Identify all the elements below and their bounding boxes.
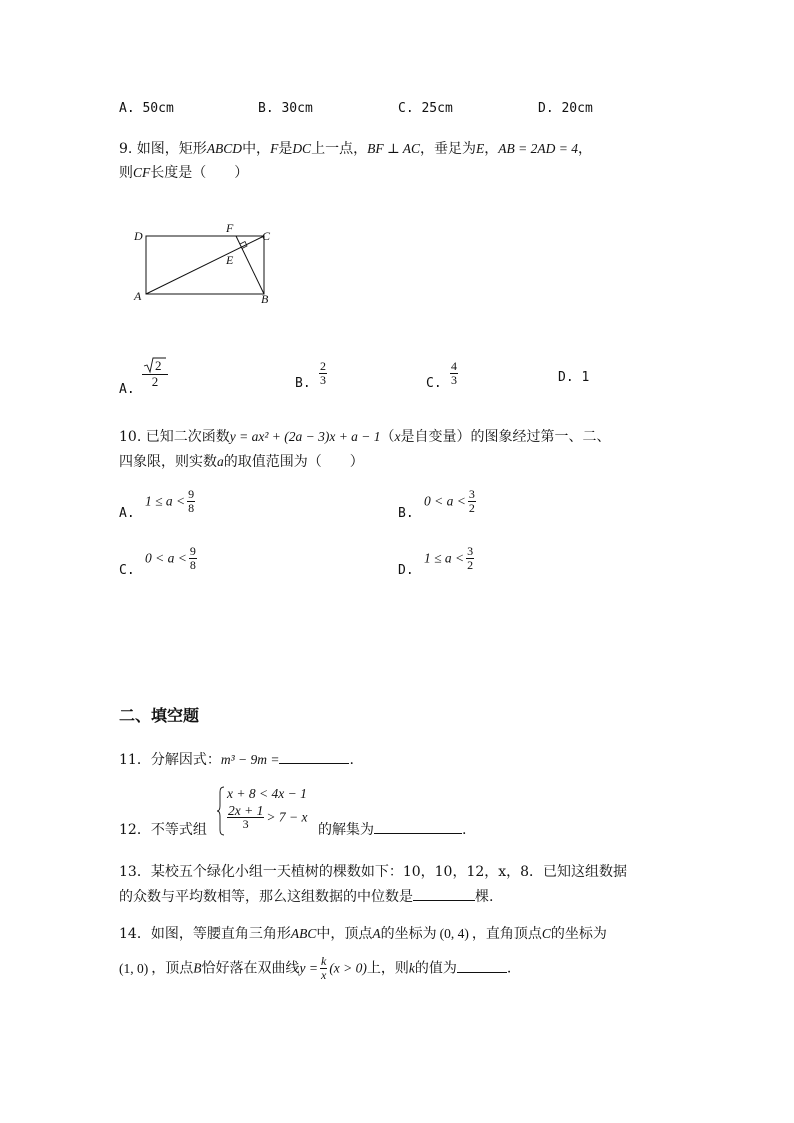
fraction-numerator: 4 [451, 359, 457, 373]
q9-math-cf: CF [133, 165, 151, 180]
q9-math-e: E [476, 141, 485, 156]
answer-blank[interactable] [374, 819, 462, 834]
label-a: A [134, 289, 142, 303]
q12-text: 的解集为 [318, 822, 374, 838]
q9-text: 上一点， [311, 141, 368, 157]
label-f: F [226, 221, 234, 235]
inequality: 1 ≤ a < [145, 493, 186, 509]
q9-math-abcd: ABCD [206, 141, 243, 156]
left-brace-icon [217, 786, 225, 836]
q9-option-d: D. 1 [558, 370, 590, 385]
q14-text: 的值为 [414, 960, 457, 977]
inequality: 0 < a < [145, 550, 187, 566]
q8-option-a: A. 50cm [119, 101, 174, 116]
q9-option-a-fraction [142, 356, 168, 389]
q11-math: m³ − 9m = [220, 752, 280, 767]
sqrt-radicand: 2 [155, 358, 162, 373]
q11 [119, 749, 354, 769]
fraction-denominator: 2 [468, 501, 475, 515]
q8-option-d: D. 20cm [538, 101, 593, 116]
q12-tail [318, 819, 466, 839]
q9-option-c-label: C. [426, 376, 442, 391]
inequality: 1 ≤ a < [424, 550, 465, 566]
answer-blank[interactable] [413, 886, 475, 901]
fraction-numerator: k [320, 954, 327, 968]
answer-blank[interactable] [457, 958, 507, 973]
q10-text: 10. 已知二次函数 [119, 429, 230, 445]
q10-line2 [119, 451, 364, 471]
label-c: C [262, 229, 271, 243]
q14-math-abc: ABC [290, 926, 317, 941]
label-d: D [134, 229, 143, 243]
q14-math-k: k [408, 960, 415, 976]
q12-label: 12．不等式组 [119, 822, 207, 838]
q14-text: 14．如图，等腰直角三角形 [119, 926, 291, 942]
q10-text: 的取值范围为（ ） [223, 454, 364, 470]
answer-blank[interactable] [279, 749, 349, 764]
q9-text: ， [578, 141, 592, 157]
fraction-denominator: 2 [467, 558, 474, 572]
q14-line1 [119, 923, 607, 943]
q9-option-b-label: B. [295, 376, 311, 391]
fraction-numerator: 3 [467, 544, 474, 558]
fraction-numerator: 9 [189, 544, 196, 558]
q9-text: 长度是（ ） [150, 165, 249, 181]
q14-math-c: C [541, 926, 551, 941]
q10-option-d-label: D. [398, 563, 414, 578]
q9-text: 中， [242, 141, 271, 157]
q9-line2 [119, 162, 248, 182]
q8-option-b: B. 30cm [258, 101, 313, 116]
fraction-denominator: 2 [151, 374, 159, 389]
fraction-numerator: 9 [188, 487, 195, 501]
q9-text: ， [484, 141, 499, 157]
inequality-top: x + 8 < 4x − 1 [227, 786, 307, 801]
q14-text: 中，顶点 [316, 926, 373, 942]
q13-line1: 13．某校五个绿化小组一天植树的棵数如下：10，10，12，x，8．已知这组数据 [119, 864, 628, 880]
fraction-denominator: 3 [320, 373, 326, 387]
q10-option-c-expr [145, 545, 199, 572]
q9-math-f: F [270, 141, 279, 156]
q8-option-c: C. 25cm [398, 101, 453, 116]
q9-option-b-fraction [317, 360, 329, 387]
q11-text: . [349, 752, 354, 768]
q14-text: ，直角顶点 [471, 926, 542, 942]
q10-math-function: y = ax² + (2a − 3)x + a − 1 [229, 429, 381, 444]
q13-line2 [119, 886, 493, 906]
q9-math-dc: DC [292, 141, 312, 156]
q14-math-condition: (x > 0) [329, 960, 367, 976]
q14-math-a: A [372, 926, 381, 941]
q10-math-a: a [217, 454, 224, 469]
q9-text: 是 [278, 141, 293, 157]
q10-option-b-label: B. [398, 506, 414, 521]
fraction-denominator: 8 [189, 558, 196, 572]
q14-text: 恰好落在双曲线 [201, 960, 300, 977]
q13-text: 的众数与平均数相等，那么这组数据的中位数是 [119, 889, 413, 905]
q14-text: 的坐标为 [550, 926, 607, 942]
fraction-denominator: x [320, 968, 327, 982]
label-e: E [226, 253, 234, 267]
inequality: 0 < a < [424, 493, 466, 509]
q14-text: ，顶点 [151, 960, 194, 977]
q10-text: 四象限，则实数 [119, 454, 217, 470]
segment-bf [236, 236, 264, 294]
q9-option-c-fraction [448, 360, 460, 387]
q14-math-a-coord: (0, 4) [439, 926, 469, 941]
fraction-denominator: 3 [242, 817, 249, 831]
q13-text: 棵. [475, 889, 494, 905]
q9-text: 则 [119, 165, 133, 181]
q14-text: 上，则 [366, 960, 409, 977]
q9-rectangle-figure [125, 218, 285, 313]
q9-math-equation: AB = 2AD = 4 [498, 141, 578, 156]
fraction-numerator: 2 [320, 359, 326, 373]
q10-line1 [119, 426, 611, 446]
q9-math-bf-perp-ac: BF ⊥ AC [367, 141, 421, 156]
fraction-denominator: 8 [188, 501, 195, 515]
inequality-rest: > 7 − x [266, 809, 308, 825]
q9-text: ，垂足为 [420, 141, 477, 157]
q9-text: 9. 如图，矩形 [119, 141, 207, 157]
q10-math-x: x [394, 429, 401, 444]
q9-option-a-label: A. [119, 382, 135, 397]
q14-math-y: y = [299, 960, 318, 976]
q10-option-c-label: C. [119, 563, 135, 578]
q14-text: . [506, 960, 512, 977]
q12-inequality-system [217, 786, 327, 836]
q11-text: 11．分解因式： [119, 752, 221, 768]
q10-option-b-expr [424, 488, 478, 515]
q9-line1 [119, 138, 592, 158]
fraction-denominator: 3 [451, 373, 457, 387]
fraction-numerator: 3 [468, 487, 475, 501]
q14-math-c-coord: (1, 0) [119, 960, 149, 976]
q10-option-d-expr [424, 545, 476, 572]
q10-option-a-label: A. [119, 506, 135, 521]
q14-text: 的坐标为 [380, 926, 437, 942]
label-b: B [261, 292, 269, 306]
fraction-numerator: 2x + 1 [228, 803, 264, 818]
q14-math-b: B [193, 960, 202, 976]
section-heading: 二、填空题 [119, 706, 200, 725]
q10-text: （ [380, 429, 395, 445]
inequality-bottom [225, 804, 307, 831]
q14-line2 [119, 955, 511, 982]
sqrt-numerator [142, 356, 168, 375]
q12-text: . [462, 822, 467, 838]
q10-option-a-expr [145, 488, 197, 515]
q10-text: 是自变量）的图象经过第一、二、 [400, 429, 611, 445]
